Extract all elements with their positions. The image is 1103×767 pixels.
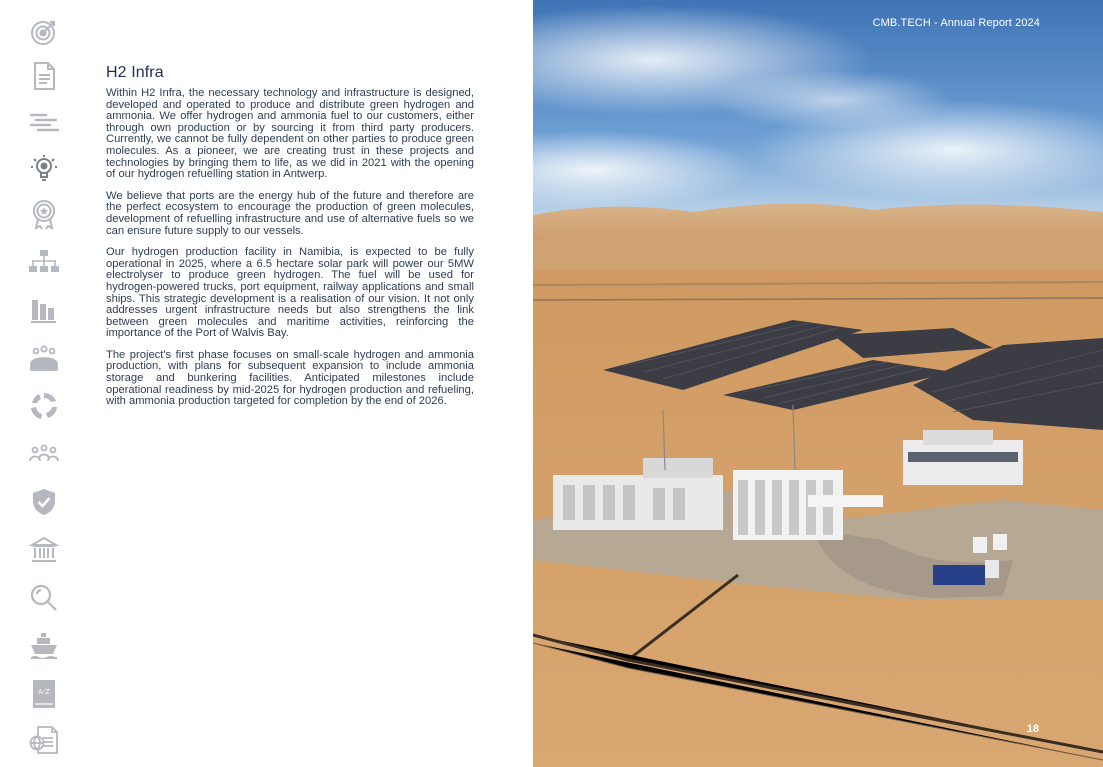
web-document-icon[interactable] [28,724,60,756]
section-navigation-rail [22,10,72,760]
paragraph-ports: We believe that ports are the energy hub of the future and therefore are the perfect ecosystem to encourage the production of green molecules, development of refuelling infrastructure and use of alternative fuels so we can ensure future supply to our vessels. [106,189,474,237]
bar-chart-icon[interactable] [28,294,60,326]
people-group-icon[interactable] [28,342,60,374]
paragraph-namibia: Our hydrogen production facility in Namibia, is expected to be fully operational in 2025, where a 6.5 hectare solar park will power our 5MW electrolyser to produce green hydrogen. The fuel will be used for hydrogen-powered trucks, port equipment, railway applications and small ships. This strategic development is a realisation of our vision. It not only addresses urgent infrastructure needs but also strengthens the link between green molecules and maritime activities, reinforcing the importance of the Port of Walvis Bay. [106,246,474,340]
recycle-icon[interactable] [28,390,60,422]
magnifier-icon[interactable] [28,582,60,614]
a-z-glossary-icon[interactable] [28,678,60,710]
bank-icon[interactable] [28,534,60,566]
page-number: 18 [1026,723,1039,735]
target-icon[interactable] [28,16,60,48]
speed-lines-icon[interactable] [28,106,60,138]
lightbulb-icon[interactable] [28,152,60,184]
svg-text:A-Z: A-Z [38,688,50,696]
ship-icon[interactable] [28,630,60,662]
award-badge-icon[interactable] [28,198,60,230]
report-title: CMB.TECH - Annual Report 2024 [872,17,1040,29]
paragraph-first-phase: The project's first phase focuses on small-scale hydrogen and ammonia production, with plans for subsequent expansion to include ammonia storage and bunkering facilities. Anticipated milestones include operational readiness by mid-2025 for hydrogen production and refueling, with ammonia production targeted for completion by the end of 2026. [106,348,474,408]
section-title: H2 Infra [106,64,164,81]
h2-infra-section [106,64,474,418]
document-icon[interactable] [28,60,60,92]
community-icon[interactable] [28,438,60,470]
org-chart-icon[interactable] [28,246,60,278]
paragraph-intro: Within H2 Infra, the necessary technology and infrastructure is designed, developed and operated to produce and distribute green hydrogen and ammonia. We offer hydrogen and ammonia fuel to our customers, either through own production or by sourcing it from third party producers. Currently, we cannot be fully dependent on other parties to produce green molecules. As a pioneer, we are creating trust in these projects and technologies by bringing them to life, as we did in 2021 with the opening of our hydrogen refuelling station in Antwerp. [106,87,474,181]
shield-check-icon[interactable] [28,486,60,518]
namibia-facility-photo [533,0,1103,767]
